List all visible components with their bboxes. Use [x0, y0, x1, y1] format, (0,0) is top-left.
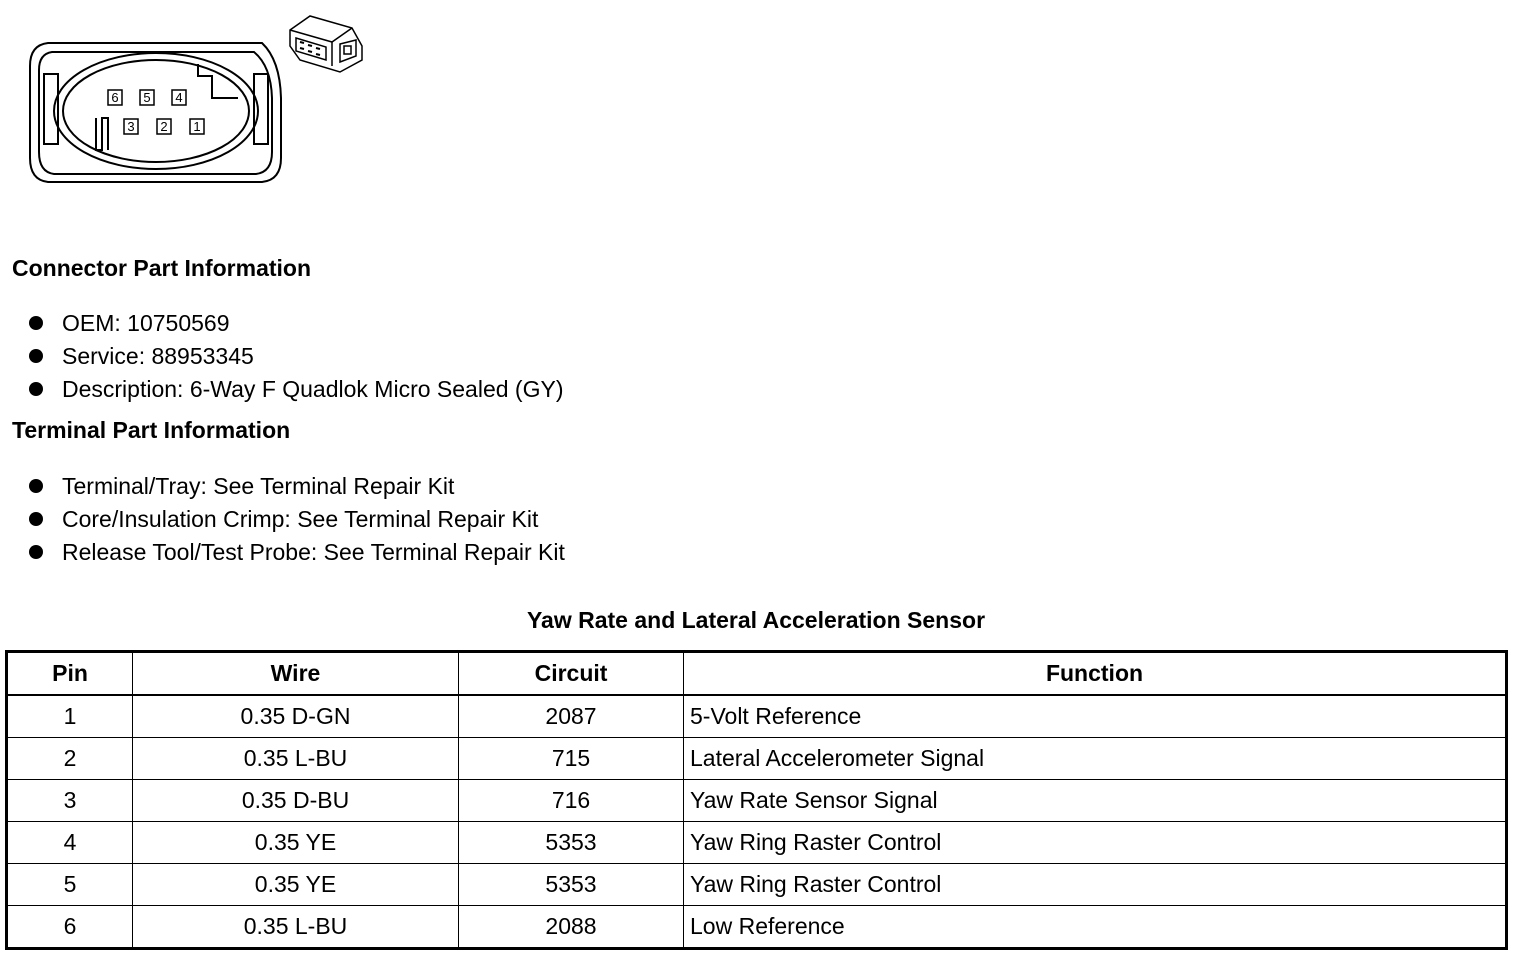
bullet-icon	[29, 545, 43, 559]
list-item	[0, 505, 565, 538]
pin-label-1: 1	[193, 119, 201, 134]
cell-wire: 0.35 YE	[133, 822, 459, 864]
cell-wire: 0.35 YE	[133, 864, 459, 906]
list-item	[0, 538, 565, 571]
connector-latch-right	[254, 74, 268, 144]
cell-pin: 1	[7, 695, 133, 738]
cell-function: Yaw Ring Raster Control	[684, 822, 1507, 864]
table-row	[7, 738, 1507, 780]
cell-circuit: 5353	[459, 822, 684, 864]
bullet-icon	[29, 349, 43, 363]
cell-pin: 5	[7, 864, 133, 906]
pin-label-6: 6	[111, 90, 119, 105]
bullet-icon	[29, 316, 43, 330]
cell-function: Yaw Rate Sensor Signal	[684, 780, 1507, 822]
table-row	[7, 780, 1507, 822]
cell-wire: 0.35 D-GN	[133, 695, 459, 738]
pin-label-2: 2	[160, 119, 168, 134]
bullet-icon	[29, 382, 43, 396]
connector-3d-icon	[290, 16, 362, 72]
list-item-text: Terminal/Tray: See Terminal Repair Kit	[62, 473, 455, 499]
connector-latch-left	[44, 74, 58, 144]
table-header-row	[7, 652, 1507, 696]
table-row	[7, 695, 1507, 738]
terminal-info-heading: Terminal Part Information	[12, 417, 291, 443]
list-item-text: Service: 88953345	[62, 343, 254, 369]
cell-circuit: 2087	[459, 695, 684, 738]
terminal-info-list	[0, 472, 565, 571]
table-row	[7, 906, 1507, 949]
connector-info-list	[0, 309, 563, 408]
header-pin: Pin	[7, 652, 133, 696]
cell-pin: 6	[7, 906, 133, 949]
cell-circuit: 2088	[459, 906, 684, 949]
connector-housing-inner	[39, 52, 272, 174]
list-item	[0, 309, 563, 342]
list-item	[0, 375, 563, 408]
cell-circuit: 5353	[459, 864, 684, 906]
cell-wire: 0.35 L-BU	[133, 738, 459, 780]
cell-pin: 2	[7, 738, 133, 780]
pin-label-4: 4	[175, 90, 183, 105]
header-circuit: Circuit	[459, 652, 684, 696]
connector-key	[96, 118, 108, 150]
cell-function: Low Reference	[684, 906, 1507, 949]
connector-info-heading: Connector Part Information	[12, 255, 312, 281]
table-row	[7, 864, 1507, 906]
list-item	[0, 342, 563, 375]
list-item-text: Core/Insulation Crimp: See Terminal Repair Kit	[62, 506, 539, 532]
cell-wire: 0.35 L-BU	[133, 906, 459, 949]
list-item	[0, 472, 565, 505]
pin-label-3: 3	[127, 119, 135, 134]
connector-seal-oval-inner	[63, 60, 249, 162]
pin-label-5: 5	[143, 90, 151, 105]
connector-diagram	[0, 0, 380, 200]
pinout-table	[5, 650, 1508, 950]
pin-box-group	[108, 90, 204, 134]
list-item-text: Release Tool/Test Probe: See Terminal Repair Kit	[62, 539, 565, 565]
cell-wire: 0.35 D-BU	[133, 780, 459, 822]
cell-circuit: 715	[459, 738, 684, 780]
table-row	[7, 822, 1507, 864]
cell-function: 5-Volt Reference	[684, 695, 1507, 738]
cell-pin: 4	[7, 822, 133, 864]
header-wire: Wire	[133, 652, 459, 696]
connector-seal-oval	[54, 53, 258, 169]
bullet-icon	[29, 479, 43, 493]
list-item-text: Description: 6-Way F Quadlok Micro Sealed (GY)	[62, 376, 564, 402]
cell-pin: 3	[7, 780, 133, 822]
cell-circuit: 716	[459, 780, 684, 822]
table-title: Yaw Rate and Lateral Acceleration Sensor	[526, 607, 986, 633]
cell-function: Yaw Ring Raster Control	[684, 864, 1507, 906]
bullet-icon	[29, 512, 43, 526]
header-function: Function	[684, 652, 1507, 696]
cell-function: Lateral Accelerometer Signal	[684, 738, 1507, 780]
list-item-text: OEM: 10750569	[62, 310, 230, 336]
